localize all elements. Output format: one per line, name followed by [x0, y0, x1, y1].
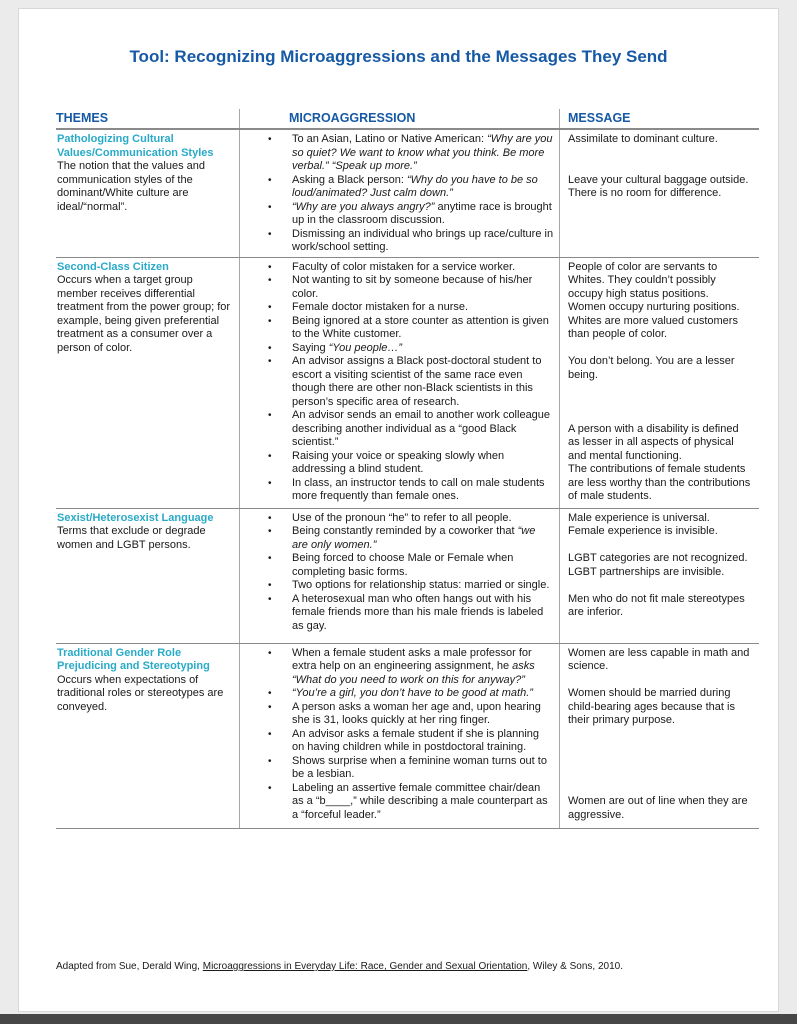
table-row: [56, 130, 759, 258]
window-bottom-bar: [0, 1014, 797, 1024]
bullet-item: [240, 355, 559, 409]
text-segment: Being constantly reminded by a coworker that: [292, 525, 518, 537]
message-text: LGBT partnerships are invisible.: [568, 565, 725, 578]
bullet-item: [240, 450, 559, 477]
bullet-text: [292, 315, 559, 342]
bullet-text: [292, 355, 559, 409]
bullet-text: [292, 274, 559, 301]
message-text: Women are less capable in math and science.: [568, 646, 750, 672]
bullet-text: [292, 450, 559, 477]
citation: [56, 961, 756, 972]
text-segment: Two options for relationship status: married or single.: [292, 579, 550, 591]
bullet-marker: •: [268, 450, 272, 462]
text-segment: “Why are you so quiet? We want to know what you think. Be more verbal.” “Speak up more.”: [292, 133, 553, 172]
theme-title: Traditional Gender Role Prejudicing and Stereotyping: [57, 646, 210, 672]
bullet-marker: •: [268, 315, 272, 327]
theme-description: Terms that exclude or degrade women and LGBT persons.: [57, 525, 206, 551]
bullet-text: [292, 133, 559, 174]
text-segment: When a female student asks a male professor for extra help on an engineering assignment, he: [292, 646, 532, 672]
bullet-item: [240, 174, 559, 201]
theme-description: Occurs when expectations of traditional roles or stereotypes are conveyed.: [57, 673, 224, 713]
bullet-marker: •: [268, 356, 272, 367]
text-segment: Dismissing an individual who brings up race/culture in work/school setting.: [292, 227, 554, 253]
text-segment: Asking a Black person:: [292, 173, 407, 186]
bullet-item: [240, 525, 559, 552]
bullet-item: [240, 579, 559, 593]
bullet-marker: •: [268, 553, 272, 564]
message-cell: [559, 130, 759, 257]
theme-cell: [56, 509, 239, 643]
bullet-marker: •: [268, 647, 272, 659]
text-segment: Raising your voice or speaking slowly when addressing a blind student.: [292, 449, 505, 475]
table-row: [56, 644, 759, 829]
bullet-item: [240, 728, 559, 755]
message-text: Women occupy nurturing positions.: [568, 301, 740, 313]
text-segment: anytime race is brought up in the classroom discussion.: [292, 200, 552, 226]
bullet-marker: •: [268, 228, 272, 240]
bullet-text: [292, 647, 559, 688]
bullet-text: [292, 687, 559, 701]
message-text: A person with a disability is defined as lesser in all aspects of physical and mental functioning.: [568, 422, 739, 462]
message-text: Whites are more valued customers than people of color.: [568, 314, 738, 340]
bullet-marker: •: [268, 261, 272, 273]
theme-cell: [56, 130, 239, 257]
bullet-item: [240, 261, 559, 275]
message-text: LGBT categories are not recognized.: [568, 552, 748, 564]
bullet-item: [240, 477, 559, 504]
message-text: Female experience is invisible.: [568, 525, 718, 537]
text-segment: “You people…”: [328, 341, 403, 354]
bullet-item: [240, 315, 559, 342]
text-segment: In class, an instructor tends to call on male students more frequently than female ones.: [292, 476, 545, 502]
message-text: Women are out of line when they are aggressive.: [568, 795, 748, 821]
column-header-message: MESSAGE: [559, 109, 759, 128]
table-row: [56, 258, 759, 509]
text-segment: “Why are you always angry?”: [292, 200, 435, 213]
column-header-microaggression: MICROAGGRESSION: [239, 109, 559, 128]
text-segment: A heterosexual man who often hangs out with his female friends more than his male friends is labeled as gay.: [292, 592, 544, 632]
bullet-text: [292, 342, 559, 356]
message-text: The contributions of female students are less worthy than the contributions of male students.: [568, 463, 751, 502]
theme-title: Sexist/Heterosexist Language: [57, 511, 214, 524]
bullet-text: [292, 228, 559, 255]
bullet-text: [292, 261, 559, 275]
bullet-marker: •: [268, 410, 272, 421]
bullet-item: [240, 133, 559, 174]
bullet-text: [292, 477, 559, 504]
bullet-marker: •: [268, 593, 272, 605]
message-text: Assimilate to dominant culture.: [568, 133, 718, 145]
bullet-item: [240, 228, 559, 255]
bullet-text: [292, 512, 559, 526]
citation-suffix: , Wiley & Sons, 2010.: [527, 961, 623, 972]
bullet-item: [240, 593, 559, 634]
text-segment: A person asks a woman her age and, upon hearing she is 31, looks quickly at her ring finger.: [292, 700, 541, 726]
text-segment: Labeling an assertive female committee chair/dean as a “b____,” while describing a male counterpart as a “forceful leader.”: [292, 781, 548, 821]
theme-cell: [56, 258, 239, 508]
bullet-text: [292, 728, 559, 755]
bullet-text: [292, 552, 559, 579]
text-segment: Saying: [292, 341, 329, 354]
text-segment: An advisor asks a female student if she is planning on having children while in postdoctoral training.: [292, 727, 540, 753]
text-segment: Being forced to choose Male or Female when completing basic forms.: [292, 552, 514, 578]
bullet-marker: •: [268, 782, 272, 794]
bullet-text: [292, 409, 559, 450]
bullet-marker: •: [268, 275, 272, 286]
theme-title: Second-Class Citizen: [57, 260, 169, 273]
microaggression-cell: [239, 644, 559, 828]
bullet-item: [240, 274, 559, 301]
citation-prefix: Adapted from Sue, Derald Wing,: [56, 961, 203, 972]
bullet-item: [240, 701, 559, 728]
page-title: Tool: Recognizing Microaggressions and the Messages They Send: [129, 47, 668, 66]
bullet-text: [292, 593, 559, 634]
text-segment: To an Asian, Latino or Native American:: [292, 133, 488, 145]
message-text: Male experience is universal.: [568, 511, 710, 524]
text-segment: “Why do you have to be so loud/animated? Just calm down.”: [292, 173, 538, 199]
bullet-marker: •: [268, 526, 272, 537]
message-text: Women should be married during child-bearing ages because that is their primary purpose.: [568, 687, 735, 726]
text-segment: Faculty of color mistaken for a service worker.: [292, 260, 516, 273]
message-cell: [559, 509, 759, 643]
column-header-themes: THEMES: [56, 111, 109, 125]
bullet-item: [240, 342, 559, 356]
bullet-text: [292, 579, 559, 593]
message-text: People of color are servants to Whites. They couldn’t possibly occupy high status positions.: [568, 260, 718, 300]
message-text: You don’t belong. You are a lesser being.: [568, 355, 735, 381]
bullet-marker: •: [268, 755, 272, 767]
document-page: [18, 8, 779, 1012]
bullet-item: [240, 552, 559, 579]
bullet-marker: •: [268, 342, 272, 354]
bullet-marker: •: [268, 701, 272, 713]
bullet-item: [240, 409, 559, 450]
theme-description: The notion that the values and communication styles of the dominant/White culture are ideal/“normal”.: [57, 160, 205, 213]
bullet-marker: •: [268, 477, 272, 489]
text-segment: Use of the pronoun “he” to refer to all people.: [292, 511, 512, 524]
bullet-marker: •: [268, 201, 272, 213]
theme-cell: [56, 644, 239, 828]
message-cell: [559, 644, 759, 828]
bullet-text: [292, 525, 559, 552]
theme-title: Pathologizing Cultural Values/Communication Styles: [57, 133, 214, 159]
theme-description: Occurs when a target group member receives differential treatment from the power group; for example, being given preferential treatment as a consumer over a person of color.: [57, 274, 231, 354]
text-segment: Not wanting to sit by someone because of his/her color.: [292, 274, 533, 300]
text-segment: An advisor assigns a Black post-doctoral student to escort a visiting scientist of the same race even though there are other non-Black scientists in this person’s specific area of research.: [292, 355, 542, 408]
bullet-marker: •: [268, 728, 272, 740]
microaggressions-table: [56, 109, 759, 829]
microaggression-cell: [239, 509, 559, 643]
text-segment: “You’re a girl, you don’t have to be good at math.”: [292, 687, 533, 699]
text-segment: Female doctor mistaken for a nurse.: [292, 301, 469, 313]
bullet-item: [240, 512, 559, 526]
bullet-marker: •: [268, 688, 272, 699]
message-text: Leave your cultural baggage outside.: [568, 173, 749, 186]
table-row: [56, 509, 759, 644]
bullet-marker: •: [268, 512, 272, 524]
bullet-marker: •: [268, 580, 272, 591]
text-segment: asks “What do you need to work on this for anyway?”: [292, 660, 535, 686]
bullet-marker: •: [268, 302, 272, 313]
bullet-item: [240, 687, 559, 701]
bullet-item: [240, 647, 559, 688]
bullet-text: [292, 701, 559, 728]
bullet-marker: •: [268, 174, 272, 186]
bullet-marker: •: [268, 134, 272, 145]
bullet-item: [240, 755, 559, 782]
bullet-item: [240, 782, 559, 823]
microaggression-cell: [239, 130, 559, 257]
bullet-text: [292, 201, 559, 228]
table-header-row: [56, 109, 759, 130]
citation-book-title: Microaggressions in Everyday Life: Race, Gender and Sexual Orientation: [202, 961, 528, 972]
text-segment: “we are only women.”: [292, 525, 536, 551]
bullet-text: [292, 301, 559, 315]
message-text: Men who do not fit male stereotypes are inferior.: [568, 592, 745, 618]
bullet-item: [240, 301, 559, 315]
bullet-text: [292, 755, 559, 782]
bullet-item: [240, 201, 559, 228]
text-segment: Being ignored at a store counter as attention is given to the White customer.: [292, 314, 549, 340]
text-segment: An advisor sends an email to another work colleague describing another individual as a “good Black scientist.”: [292, 409, 551, 448]
message-text: There is no room for difference.: [568, 187, 722, 199]
message-cell: [559, 258, 759, 508]
text-segment: Shows surprise when a feminine woman turns out to be a lesbian.: [292, 754, 547, 780]
bullet-text: [292, 174, 559, 201]
bullet-text: [292, 782, 559, 823]
microaggression-cell: [239, 258, 559, 508]
table-body: [56, 130, 759, 829]
